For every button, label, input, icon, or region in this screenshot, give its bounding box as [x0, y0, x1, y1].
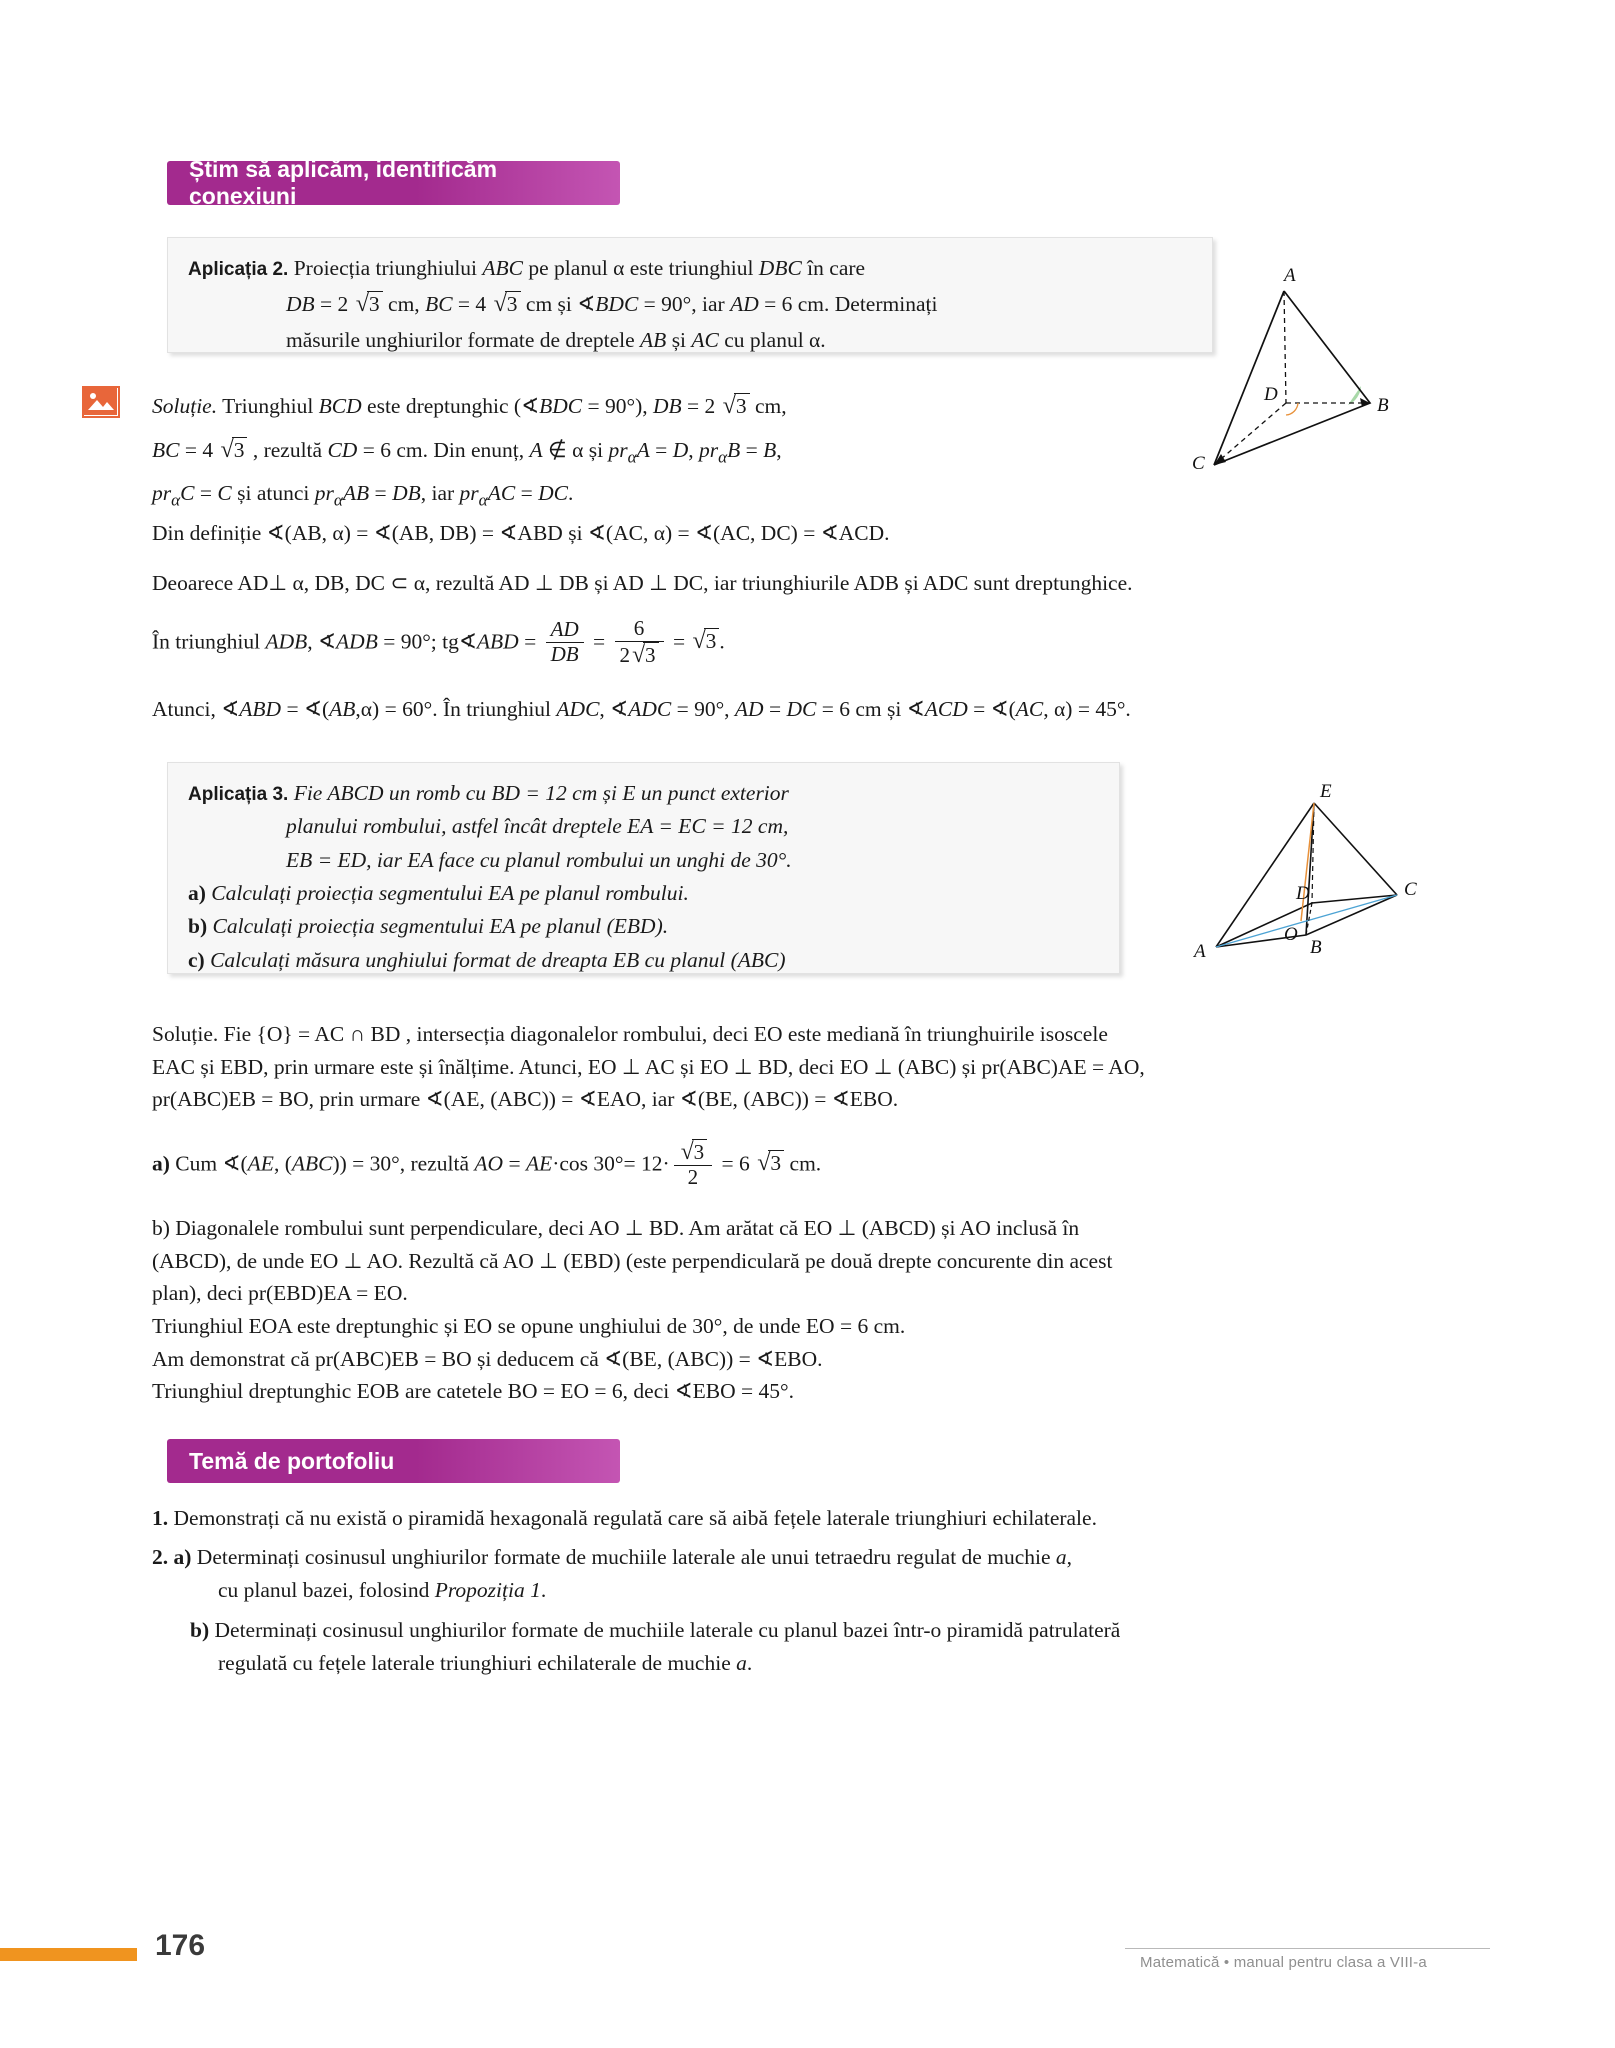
sol2-l1e: BDC — [539, 394, 583, 418]
app2-l3e: cu planul α. — [718, 327, 826, 352]
application-2-title: Aplicația 2. — [188, 259, 289, 280]
radical: √3 — [492, 285, 521, 324]
application-2-box — [167, 237, 1213, 353]
solution-2-line-3: $pr_\alpha C = C$ și atunci $pr_\alpha AB$ = DB, iar $pr_\alpha AC$ = DC. — [152, 481, 574, 510]
radical: √3 — [690, 623, 719, 660]
app2-l2a: DB — [286, 291, 315, 316]
app2-l3c: și — [666, 327, 692, 352]
radical: √3 — [354, 285, 383, 324]
sol2-l2g: A — [529, 438, 543, 462]
sol2-l1g: DB — [652, 394, 682, 418]
figure2-label-C: C — [1404, 879, 1417, 900]
sol2-l2e: CD — [327, 438, 358, 462]
app3-a-label: a) — [188, 880, 206, 905]
app2-l1b: ABC — [482, 256, 524, 280]
app3-line-1: Fie ABCD un romb cu BD = 12 cm și E un punct exterior — [293, 781, 789, 805]
app2-l3d: AC — [691, 327, 719, 352]
figure1-label-B: B — [1377, 395, 1389, 416]
app2-l2h: cm și ∢ — [520, 291, 596, 316]
footer-divider — [1125, 1948, 1490, 1949]
sol2-l1b: Triunghiul — [217, 394, 319, 418]
app2-l2k: AD — [730, 291, 759, 316]
app2-l1e: în care — [801, 256, 866, 280]
solution-2-line-5: Deoarece AD⊥ α, DB, DC ⊂ α, rezultă AD ⊥ DB și AD ⊥ DC, iar triunghiurile ADB și ADC sunt dreptunghice. — [152, 571, 1133, 595]
sol2-l1f: = 90°), — [582, 394, 653, 418]
radical: √3 — [630, 642, 658, 668]
app2-l1c: pe planul α este triunghiul — [523, 256, 759, 280]
app3-c-label: c) — [188, 947, 205, 972]
section-banner-apply — [167, 156, 620, 209]
radical: √3 — [721, 388, 750, 425]
image-marker-icon — [82, 386, 120, 418]
solution-2-line-6: În triunghiul ADB, ∢ADB = 90°; tg∢ABD = $\frac{AD}{DB}$ = $\frac{6}{2√3}$ = √3 . — [152, 616, 725, 668]
app2-l2d: cm, — [382, 291, 426, 316]
solution-3-item-a: a) Cum ∢(AE, (ABC)) = 30°, rezultă AO = AE·cos 30°= 12· $\frac{√3}{2}$ = 6 √3 cm. — [152, 1139, 822, 1190]
sol2-l1c: BCD — [318, 394, 362, 418]
figure2-label-B: B — [1310, 937, 1322, 958]
figure2-label-O: O — [1284, 924, 1298, 945]
app2-l1a: Proiecția triunghiului — [293, 256, 483, 280]
page-number: 176 — [155, 1929, 206, 1962]
portfolio-item-1: 1. Demonstrați că nu există o piramidă hexagonală regulată care să aibă fețele laterale triunghiuri echilaterale. — [152, 1506, 1097, 1530]
sol3-p1-l2: EAC și EBD, prin urmare este și înălțime. Atunci, EO ⊥ AC și EO ⊥ BD, deci EO ⊥ (ABC) și pr(ABC)AE = AO, — [152, 1054, 1145, 1079]
figure2-label-D: D — [1296, 883, 1310, 904]
solution-3-item-b — [152, 1212, 1502, 1408]
app3-c-text: Calculați măsura unghiului format de dreapta EB cu planul (ABC) — [204, 947, 786, 972]
radical: √3 — [219, 432, 248, 469]
section-banner-apply-label: Știm să aplicăm, identificăm conexiuni — [189, 156, 498, 209]
sol2-l2k: A — [636, 438, 650, 462]
application-3-title: Aplicația 3. — [188, 784, 289, 805]
portfolio-item-2b-line2: regulată cu fețele laterale triunghiuri echilaterale de muchie a. — [218, 1651, 753, 1675]
figure1-label-D: D — [1264, 384, 1278, 405]
app2-l2j: = 90°, iar — [638, 291, 731, 316]
app2-l3a: măsurile unghiurilor formate de dreptele — [286, 327, 641, 352]
app2-l2b: = 2 — [314, 291, 354, 316]
sol3-b-l1: b) Diagonalele rombului sunt perpendiculare, deci AO ⊥ BD. Am arătat că EO ⊥ (ABCD) și AO inclusă în — [152, 1216, 1080, 1240]
sol2-l2d: , rezultă — [247, 438, 328, 462]
app2-l2i: BDC — [595, 291, 639, 316]
figure2-label-A: A — [1194, 941, 1206, 962]
solution-2-line-2: BC = 4 √3 , rezultă CD = 6 cm. Din enunț, A ∉ α și $pr_\alpha A = D$, $pr_\alpha B = B$, — [152, 432, 1242, 470]
footer-note: Matematică • manual pentru clasa a VIII-a — [1140, 1954, 1427, 1971]
sol2-l2a: BC — [152, 438, 180, 462]
sol3-b-l2: (ABCD), de unde EO ⊥ AO. Rezultă că AO ⊥ (EBD) (este perpendiculară pe două drepte concurente din acest — [152, 1248, 1113, 1273]
sol2-l2i: pr — [608, 438, 628, 462]
footer-accent-bar — [0, 1948, 137, 1961]
section-banner-portfolio — [167, 1439, 620, 1483]
sol2-l1j: cm, — [749, 394, 787, 418]
app2-l3b: AB — [640, 327, 667, 352]
sol2-l2h: ∉ α și — [542, 438, 609, 462]
sol3-p1-l3: pr(ABC)EB = BO, prin urmare ∢(AE, (ABC)) = ∢EAO, iar ∢(BE, (ABC)) = ∢EBO. — [152, 1087, 899, 1112]
app2-l2e: BC — [425, 291, 453, 316]
application-3-box — [167, 762, 1120, 974]
sol2-l1d: este dreptunghic (∢ — [361, 394, 540, 418]
sol2-l2b: = 4 — [179, 438, 219, 462]
app3-line-2: planului rombului, astfel încât dreptele EA = EC = 12 cm, — [286, 814, 789, 839]
solution-2-line-7: Atunci, ∢ABD = ∢(AB,α) = 60°. În triunghiul ADC, ∢ADC = 90°, AD = DC = 6 cm și ∢ACD = ∢(AC, α) = 45°. — [152, 697, 1131, 721]
portfolio-item-2a-line2: cu planul bazei, folosind Propoziția 1. — [218, 1578, 547, 1602]
fraction-6-2sqrt3: $\frac{6}{2√3}$ — [615, 617, 664, 668]
sol3-p1-l1: Soluție. Fie {O} = AC ∩ BD , intersecția diagonalelor rombului, deci EO este mediană în triunghuirile isoscele — [152, 1022, 1108, 1046]
sol2-l1h: = 2 — [681, 394, 721, 418]
app3-a-text: Calculați proiecția segmentului EA pe planul rombului. — [205, 880, 689, 905]
solution-2-line-4: Din definiție ∢(AB, α) = ∢(AB, DB) = ∢ABD și ∢(AC, α) = ∢(AC, DC) = ∢ACD. — [152, 521, 890, 545]
app3-line-3: EB = ED, iar EA face cu planul rombului un unghi de 30°. — [286, 847, 792, 872]
radical: √3 — [755, 1145, 784, 1182]
solution-2-line-1 — [152, 388, 1242, 425]
figure1-label-C: C — [1192, 453, 1205, 474]
app2-l2f: = 4 — [452, 291, 492, 316]
portfolio-item-2b: b) Determinați cosinusul unghiurilor formate de muchiile laterale cu planul bazei într-o piramidă patrulateră — [190, 1618, 1121, 1642]
app3-b-text: Calculați proiecția segmentului EA pe planul (EBD). — [207, 914, 669, 939]
figure2-label-E: E — [1320, 781, 1332, 802]
solution-3-paragraph-1 — [152, 1018, 1502, 1116]
portfolio-item-2a: 2. a) Determinați cosinusul unghiurilor formate de muchiile laterale ale unui tetraedru regulat de muchie a, — [152, 1545, 1073, 1569]
sol2-l1a: Soluție. — [152, 394, 218, 418]
radical: √3 — [679, 1139, 707, 1165]
app3-b-label: b) — [188, 914, 208, 939]
sol3-b-l4: Triunghiul EOA este dreptunghic și EO se opune unghiului de 30°, de unde EO = 6 cm. — [152, 1314, 906, 1339]
fraction-sqrt3-2: $\frac{√3}{2}$ — [674, 1139, 712, 1190]
app2-l2l: = 6 cm. Determinați — [758, 291, 938, 316]
sol3-b-l6: Triunghiul dreptunghic EOB are catetele BO = EO = 6, deci ∢EBO = 45°. — [152, 1379, 794, 1404]
figure1-label-A: A — [1284, 265, 1296, 286]
figure-pyramid-eabcd — [1180, 775, 1440, 975]
app2-l1d: DBC — [758, 256, 802, 280]
sol2-l2f: = 6 cm. Din enunț, — [357, 438, 530, 462]
sol3-b-l5: Am demonstrat că pr(ABC)EB = BO și deducem că ∢(BE, (ABC)) = ∢EBO. — [152, 1346, 823, 1371]
fraction-ad-db: $\frac{AD}{DB}$ — [546, 618, 584, 666]
sol3-b-l3: plan), deci pr(EBD)EA = EO. — [152, 1281, 408, 1306]
section-banner-portfolio-label: Temă de portofoliu — [189, 1447, 395, 1474]
